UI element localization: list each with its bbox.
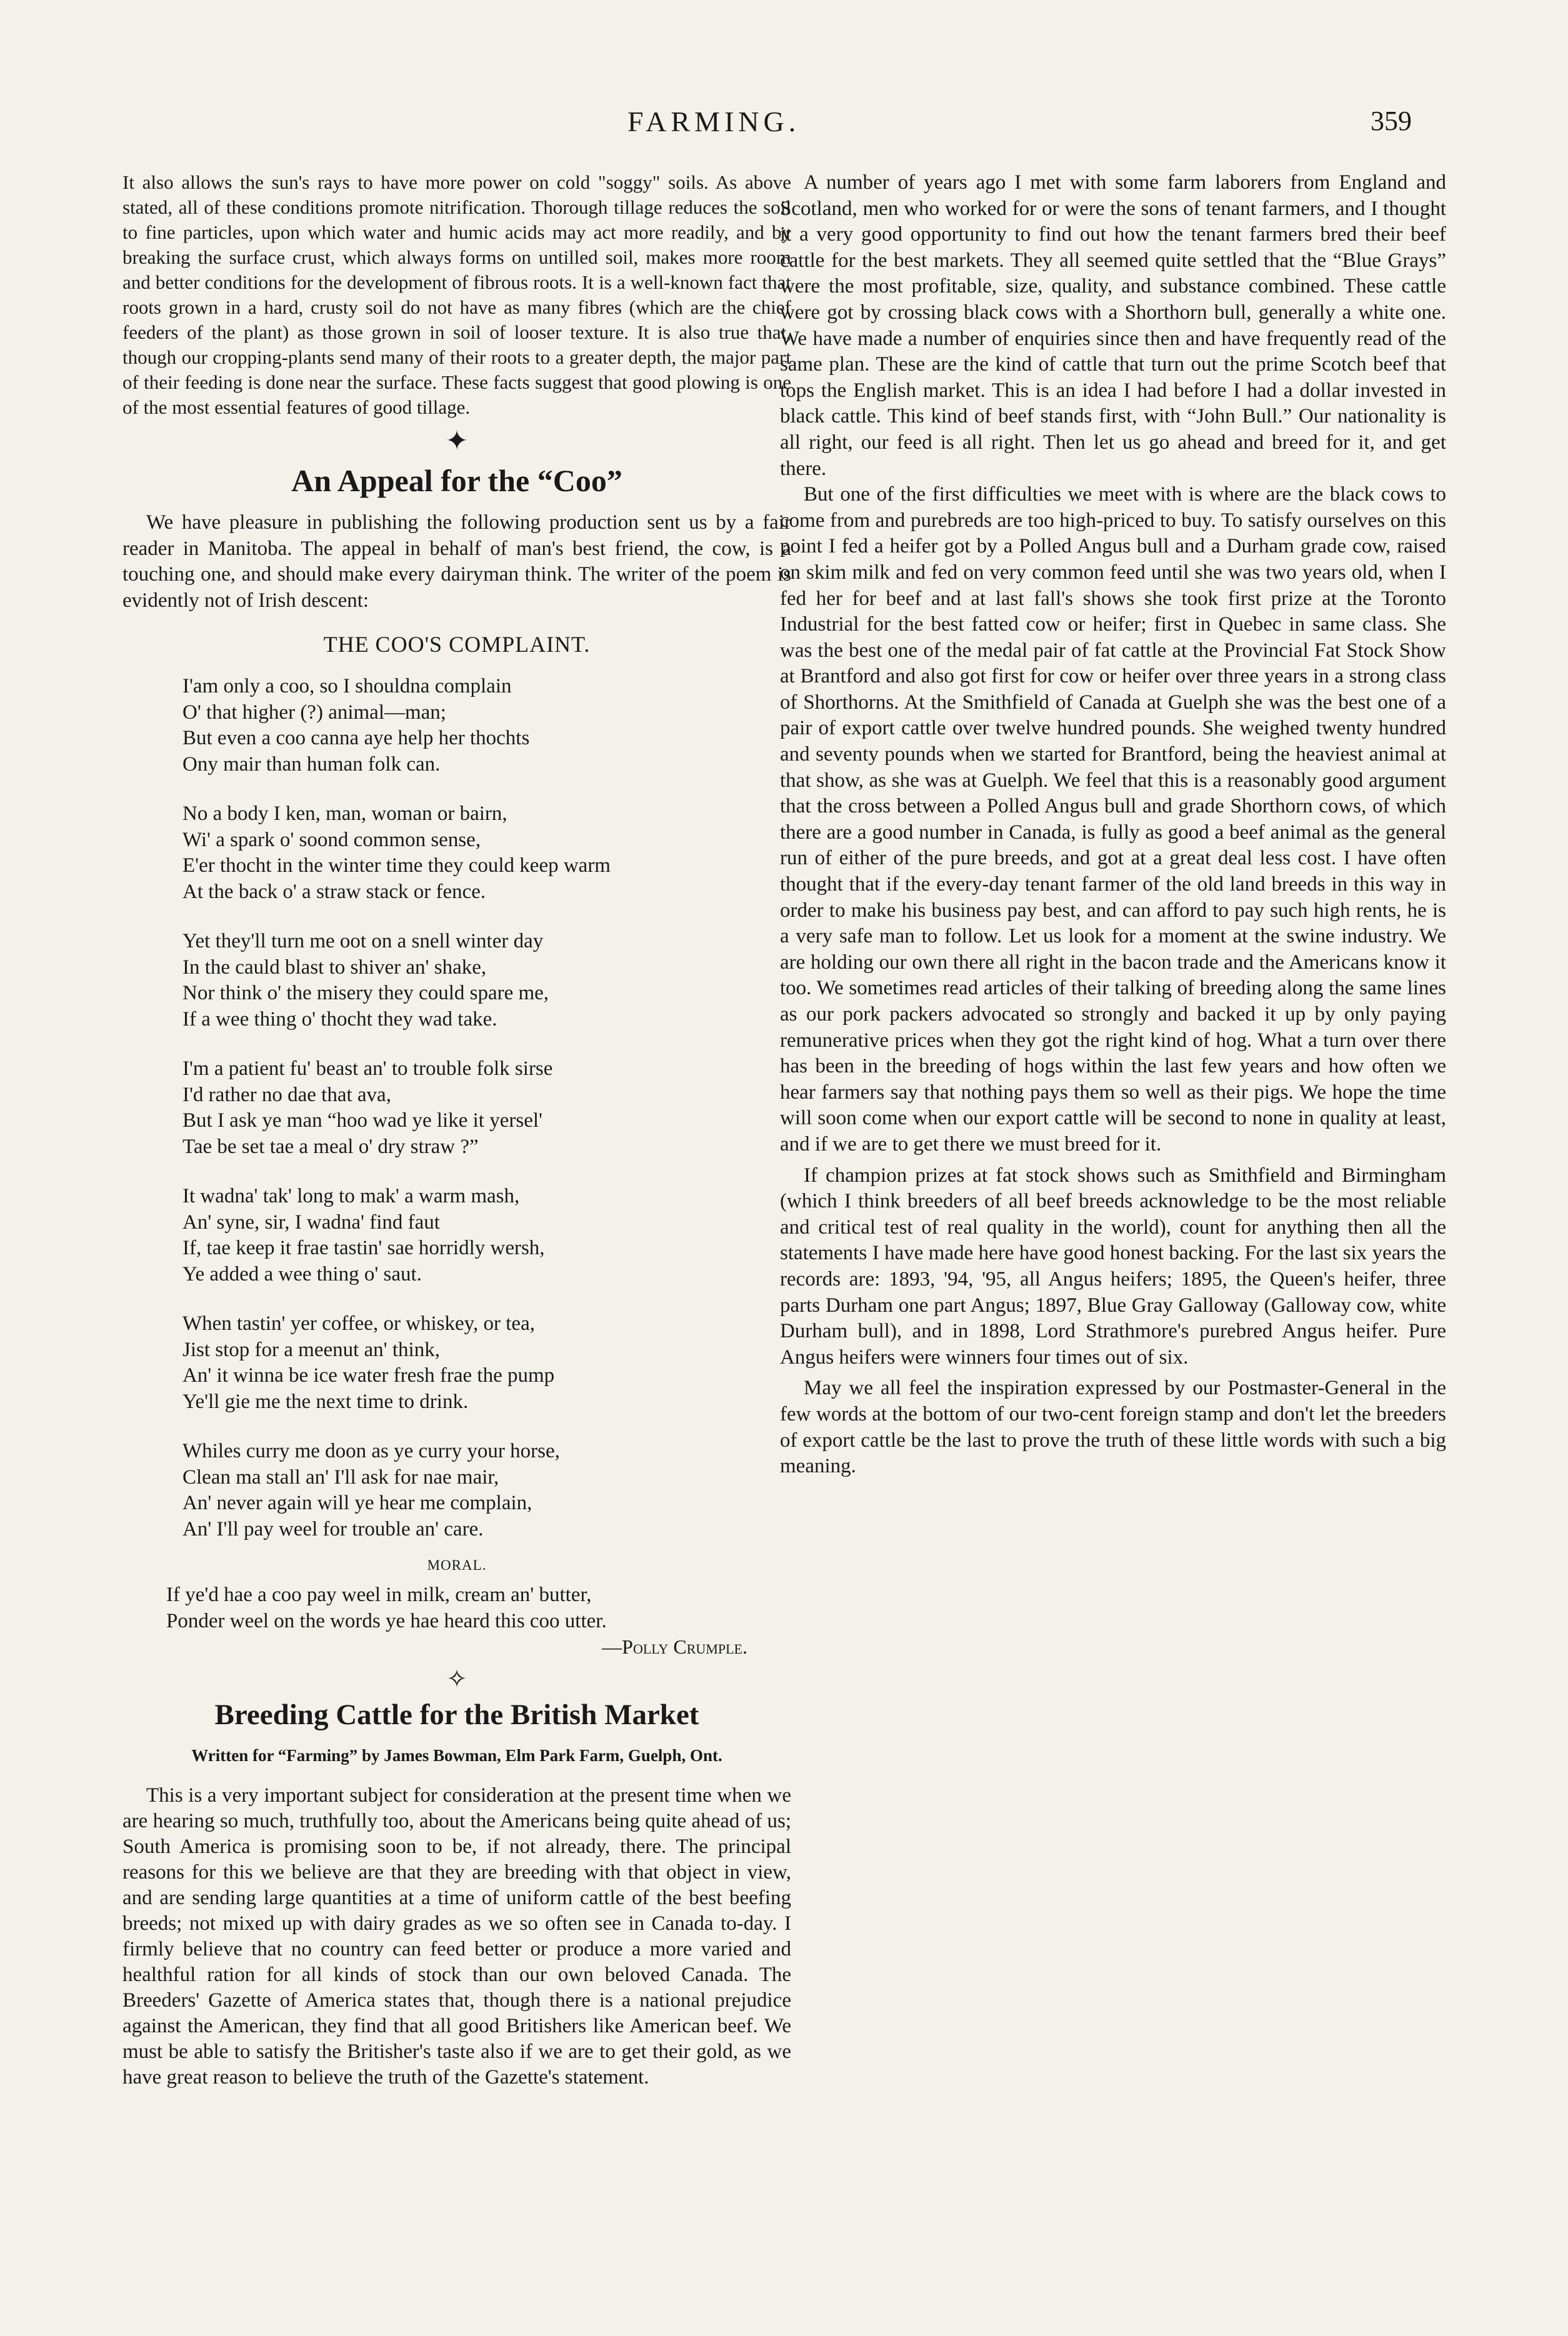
poem-line: If, tae keep it frae tastin' sae horridly wersh, bbox=[182, 1237, 545, 1260]
appeal-title: An Appeal for the “Coo” bbox=[291, 463, 622, 498]
poem-line: In the cauld blast to shiver an' shake, bbox=[182, 956, 487, 979]
poem-line: O' that higher (?) animal—man; bbox=[182, 701, 446, 724]
breeding-paragraph-2: A number of years ago I met with some farm laborers from England and Scotland, men who worked for or were the sons of tenant farmers, and I thought it a very good opportunity to find out how the tenant farmers bred their beef cattle for the best markets. They all seemed quite settled that the “Blue Grays” were the most profitable, size, quality, and substance combined. These cattle were got by crossing black cows with a Shorthorn bull, generally a white one. We have made a number of enquiries since then and have frequently read of the same plan. These are the kind of cattle that turn out the prime Scotch beef that tops the English market. This is an idea I had before I had a dollar invested in black cattle. This kind of beef stands first, with “John Bull.” Our nationality is all right, our feed is all right. Then let us go ahead and breed for it, and get there. bbox=[780, 171, 1446, 480]
section-ornament-2: ✧ bbox=[446, 1665, 467, 1694]
appeal-intro: We have pleasure in publishing the following production sent us by a fair reader in Manitoba. The appeal in behalf of man's best friend, the cow, is a touching one, and should make every dairyman think. The writer of the poem is evidently not of Irish descent: bbox=[122, 511, 791, 612]
breeding-byline: Written for “Farming” by James Bowman, Elm Park Farm, Guelph, Ont. bbox=[191, 1746, 722, 1765]
poem-line: No a body I ken, man, woman or bairn, bbox=[182, 802, 507, 826]
poem-title: THE COO'S COMPLAINT. bbox=[323, 632, 591, 657]
poem-line: At the back o' a straw stack or fence. bbox=[182, 880, 486, 903]
section-ornament-1: ✦ bbox=[445, 426, 469, 456]
poem-line: An' I'll pay weel for trouble an' care. bbox=[182, 1517, 484, 1540]
poem-line: E'er thocht in the winter time they could keep warm bbox=[182, 854, 611, 877]
breeding-paragraph-4: If champion prizes at fat stock shows such as Smithfield and Birmingham (which I think breeders of all beef breeds acknowledge to be the most reliable and critical test of real quality in the world), count for anything then all the statements I have made here have good honest backing. For the last six years the records are: 1893, '94, '95, all Angus heifers; 1895, the Queen's heifer, three parts Durham one part Angus; 1897, Blue Gray Galloway (Galloway cow, white Durham bull), and in 1898, Lord Strathmore's purebred Angus heifer. Pure Angus heifers were winners four times out of six. bbox=[780, 1164, 1446, 1369]
poem-line: But I ask ye man “hoo wad ye like it yersel' bbox=[182, 1109, 542, 1132]
stanza-7 bbox=[182, 1439, 791, 1542]
poem-line: I'm a patient fu' beast an' to trouble folk sirse bbox=[182, 1057, 553, 1081]
poem-line: Yet they'll turn me oot on a snell winter day bbox=[182, 930, 544, 953]
poem-line: I'am only a coo, so I shouldna complain bbox=[182, 675, 512, 698]
moral-line: If ye'd hae a coo pay weel in milk, cream an' butter, bbox=[166, 1584, 592, 1607]
breeding-paragraph-1: This is a very important subject for consideration at the present time when we are hearing so much, truthfully too, about the Americans being quite ahead of us; South America is promising soon to be, if not already, there. The principal reasons for this we believe are that they are breeding with that object in view, and are sending large quantities at a time of uniform cattle of the best beefing breeds; not mixed up with dairy grades as we so often see in Canada to-day. I firmly believe that no country can feed better or produce a more varied and healthful ration for all kinds of stock than our own beloved Canada. The Breeders' Gazette of America states that, though there is a national prejudice against the American, they find that all good Britishers like American beef. We must be able to satisfy the Britisher's taste also if we are to get their gold, as we have great reason to believe the truth of the Gazette's statement. bbox=[122, 1784, 791, 2089]
moral-stanza bbox=[166, 1582, 791, 1634]
page-number: 359 bbox=[1371, 106, 1412, 136]
poem-line: An' never again will ye hear me complain, bbox=[182, 1492, 532, 1515]
poem-line: Clean ma stall an' I'll ask for nae mair, bbox=[182, 1465, 499, 1489]
poem-line: Wi' a spark o' soond common sense, bbox=[182, 828, 481, 851]
poem-line: An' it winna be ice water fresh frae the pump bbox=[182, 1364, 555, 1387]
poem-line: Ony mair than human folk can. bbox=[182, 752, 441, 776]
stanza-5 bbox=[182, 1184, 791, 1287]
moral-line: Ponder weel on the words ye hae heard this coo utter. bbox=[166, 1609, 607, 1632]
poem-line: Tae be set tae a meal o' dry straw ?” bbox=[182, 1135, 479, 1158]
poem-line: I'd rather no dae that ava, bbox=[182, 1083, 391, 1106]
poem-line: When tastin' yer coffee, or whiskey, or tea, bbox=[182, 1312, 535, 1335]
moral-heading: MORAL. bbox=[427, 1557, 487, 1574]
right-column bbox=[780, 170, 1446, 1480]
stanza-4 bbox=[182, 1056, 791, 1160]
breeding-title: Breeding Cattle for the British Market bbox=[214, 1699, 699, 1732]
breeding-paragraph-5: May we all feel the inspiration expressed by our Postmaster-General in the few words at the bottom of our two-cent foreign stamp and don't let the breeders of export cattle be the last to prove the truth of these little words with such a big meaning. bbox=[780, 1377, 1446, 1478]
page-header bbox=[0, 105, 1568, 149]
poem-line: It wadna' tak' long to mak' a warm mash, bbox=[182, 1185, 520, 1208]
stanza-1 bbox=[182, 674, 791, 777]
tillage-paragraph: It also allows the sun's rays to have more power on cold "soggy" soils. As above stated, all of these conditions promote nitrification. Thorough tillage reduces the soil to fine particles, upon which water and humic acids may act more readily, and by breaking the surface crust, which always forms on untilled soil, makes more room and better conditions for the development of fibrous roots. It is a well-known fact that roots grown in a hard, crusty soil do not have as many fibres (which are the chief feeders of the plant) as those grown in soil of looser texture. It is also true that, though our cropping-plants send many of their roots to a greater depth, the major part of their feeding is done near the surface. These facts suggest that good plowing is one of the most essential features of good tillage. bbox=[122, 171, 791, 418]
poem-signature: —Polly Crumple. bbox=[602, 1635, 747, 1659]
poem-line: Jist stop for a meenut an' think, bbox=[182, 1338, 440, 1361]
poem-line: Ye'll gie me the next time to drink. bbox=[182, 1390, 469, 1413]
running-title: FARMING. bbox=[627, 106, 801, 137]
stanza-6 bbox=[182, 1311, 791, 1415]
stanza-2 bbox=[182, 801, 791, 905]
left-column bbox=[122, 170, 791, 2090]
poem-line: Ye added a wee thing o' saut. bbox=[182, 1262, 422, 1285]
breeding-paragraph-3: But one of the first difficulties we meet with is where are the black cows to come from and purebreds are too high-priced to buy. To satisfy ourselves on this point I fed a heifer got by a Polled Angus bull and a Durham grade cow, raised on skim milk and fed on very common feed until she was two years old, when I fed her for beef and at last fall's shows she took first prize at the Toronto Industrial for the best fatted cow or heifer; first in Quebec in same class. She was the best one of the medal pair of fat cattle at the Provincial Fat Stock Show at Brantford and also got first for cow or heifer over three years in a strong class of Shorthorns. At the Smithfield of Canada at Guelph she was the best one of a pair of export cattle over twelve hundred pounds. She weighed twenty hundred and seventy pounds when we started for Brantford, being the heaviest animal at that show, as she was at Guelph. We feel that this is a reasonably good argument that the cross between a Polled Angus bull and grade Shorthorn cows, of which there are a good number in Canada, is fully as good a beef animal as the general run of either of the pure breeds, and got at a great deal less cost. I have often thought that if the every-day tenant farmer of the old land breeds in this way in order to make his business pay best, and can afford to pay such high rents, he is a very safe man to follow. Let us look for a moment at the swine industry. We are holding our own there all right in the bacon trade and the Americans know it too. We sometimes read articles of their talking of breeding along the same lines as our pork packers advocated so strongly and backed it up by only paying remunerative prices when they got the right kind of hog. What a turn over there has been in the breeding of hogs within the last few years and how often we hear farmers say that nothing pays them so well as their pigs. We hope the time will soon come when our export cattle will be second to none in quality at least, and if we are to get there we must breed for it. bbox=[780, 483, 1446, 1156]
poem-line: Whiles curry me doon as ye curry your horse, bbox=[182, 1440, 560, 1463]
stanza-3 bbox=[182, 929, 791, 1032]
poem-line: An' syne, sir, I wadna' find faut bbox=[182, 1210, 440, 1234]
poem-line: But even a coo canna aye help her thochts bbox=[182, 727, 530, 750]
poem-line: Nor think o' the misery they could spare me, bbox=[182, 982, 549, 1005]
poem-line: If a wee thing o' thocht they wad take. bbox=[182, 1007, 497, 1031]
